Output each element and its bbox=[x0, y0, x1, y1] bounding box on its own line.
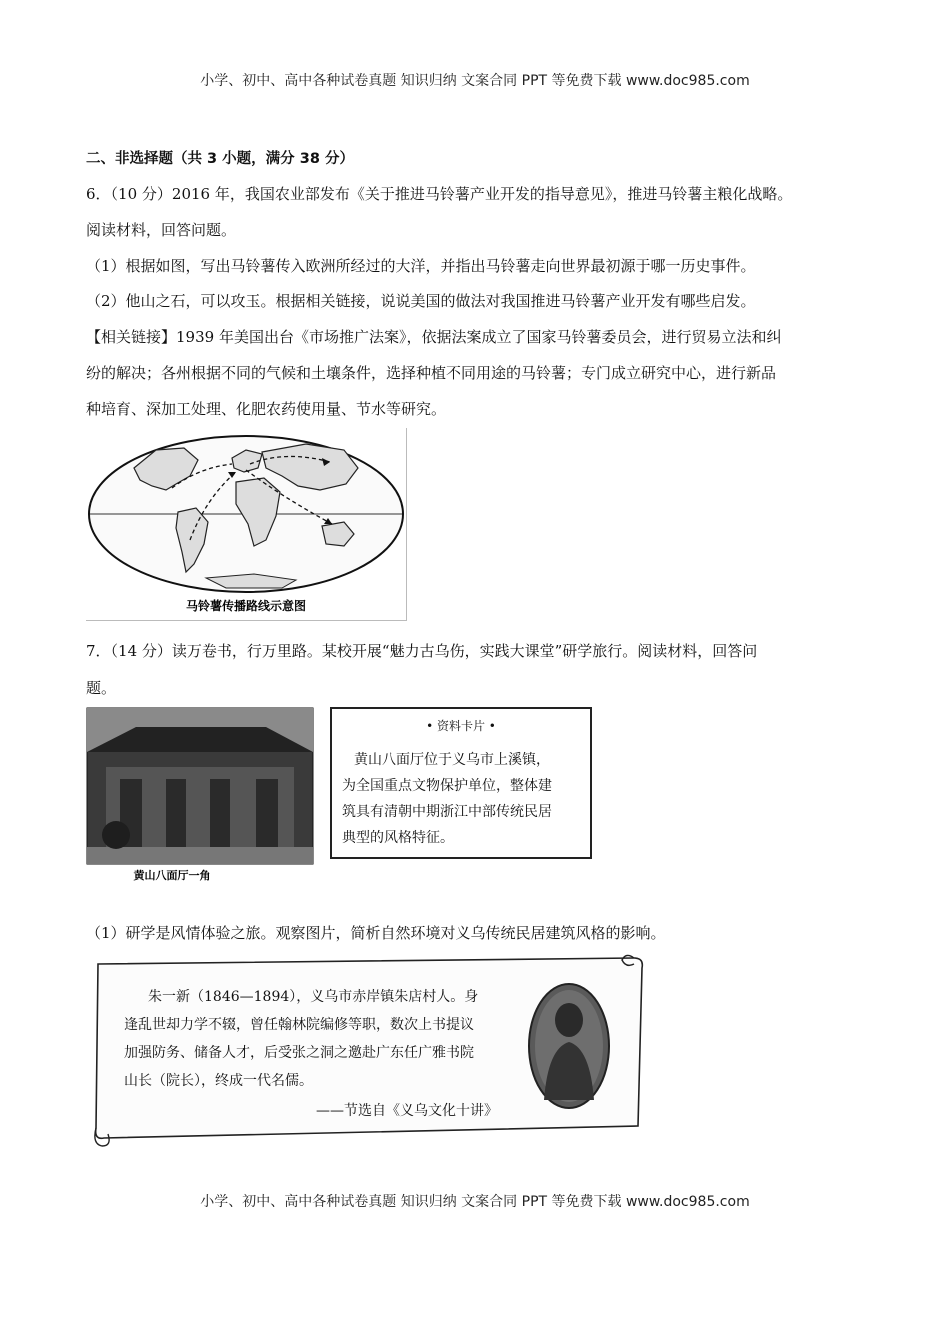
scroll-text-line: 朱一新（1846—1894），义乌市赤岸镇朱店村人。身 bbox=[148, 989, 479, 1005]
resource-card-line: 筑具有清朝中期浙江中部传统民居 bbox=[342, 804, 552, 820]
resource-card-line: 黄山八面厅位于义乌市上溪镇， bbox=[354, 752, 550, 768]
q6-related-link-line3: 种培育、深加工处理、化肥农药使用量、节水等研究。 bbox=[86, 400, 447, 418]
resource-card-line: 典型的风格特征。 bbox=[342, 830, 454, 846]
scroll-text-line: 山长（院长），终成一代名儒。 bbox=[124, 1073, 313, 1089]
q7-subquestion-1: （1）研学是风情体验之旅。观察图片，简析自然环境对义乌传统民居建筑风格的影响。 bbox=[86, 924, 666, 942]
hall-photo bbox=[86, 707, 314, 883]
scroll-text-line: 逢乱世却力学不辍，曾任翰林院编修等职，数次上书提议 bbox=[124, 1017, 474, 1033]
potato-route-map bbox=[86, 428, 407, 621]
q6-related-link-line1: 【相关链接】1939 年美国出台《市场推广法案》，依据法案成立了国家马铃薯委员会，进行贸易立法和纠 bbox=[86, 328, 782, 346]
page-header: 小学、初中、高中各种试卷真题 知识归纳 文案合同 PPT 等免费下载 www.doc985.com bbox=[200, 73, 750, 89]
resource-card bbox=[330, 707, 592, 859]
page-footer: 小学、初中、高中各种试卷真题 知识归纳 文案合同 PPT 等免费下载 www.doc985.com bbox=[200, 1194, 750, 1210]
resource-card-title: • 资料卡片 • bbox=[426, 719, 496, 733]
scroll-text-line: 加强防务、储备人才，后受张之洞之邀赴广东任广雅书院 bbox=[124, 1045, 474, 1061]
section-title: 二、非选择题（共 3 小题，满分 38 分） bbox=[86, 151, 354, 167]
resource-card-line: 为全国重点文物保护单位，整体建 bbox=[342, 778, 552, 794]
q6-stem-line1: 6．（10 分）2016 年，我国农业部发布《关于推进马铃薯产业开发的指导意见》，推进马铃薯主粮化战略。 bbox=[86, 185, 793, 203]
hall-photo-figure bbox=[86, 707, 314, 883]
world-map-graphic bbox=[86, 428, 406, 620]
q6-subquestion-1: （1）根据如图，写出马铃薯传入欧洲所经过的大洋，并指出马铃薯走向世界最初源于哪一历史事件。 bbox=[86, 257, 756, 275]
photo-caption: 黄山八面厅一角 bbox=[133, 869, 211, 882]
q7-stem-line2: 题。 bbox=[86, 679, 117, 697]
scroll-source: ——节选自《义乌文化十讲》 bbox=[316, 1103, 498, 1119]
q6-related-link-line2: 纷的解决；各州根据不同的气候和土壤条件，选择种植不同用途的马铃薯；专门成立研究中心，进行新品 bbox=[86, 364, 777, 382]
q6-subquestion-2: （2）他山之石，可以攻玉。根据相关链接，说说美国的做法对我国推进马铃薯产业开发有哪些启发。 bbox=[86, 292, 756, 310]
q7-stem-line1: 7．（14 分）读万卷书，行万里路。某校开展“魅力古乌伤，实践大课堂”研学旅行。阅读材料，回答问 bbox=[86, 642, 758, 660]
q6-stem-line2: 阅读材料，回答问题。 bbox=[86, 221, 237, 239]
map-caption: 马铃薯传播路线示意图 bbox=[185, 599, 307, 613]
scroll-figure bbox=[86, 950, 652, 1152]
